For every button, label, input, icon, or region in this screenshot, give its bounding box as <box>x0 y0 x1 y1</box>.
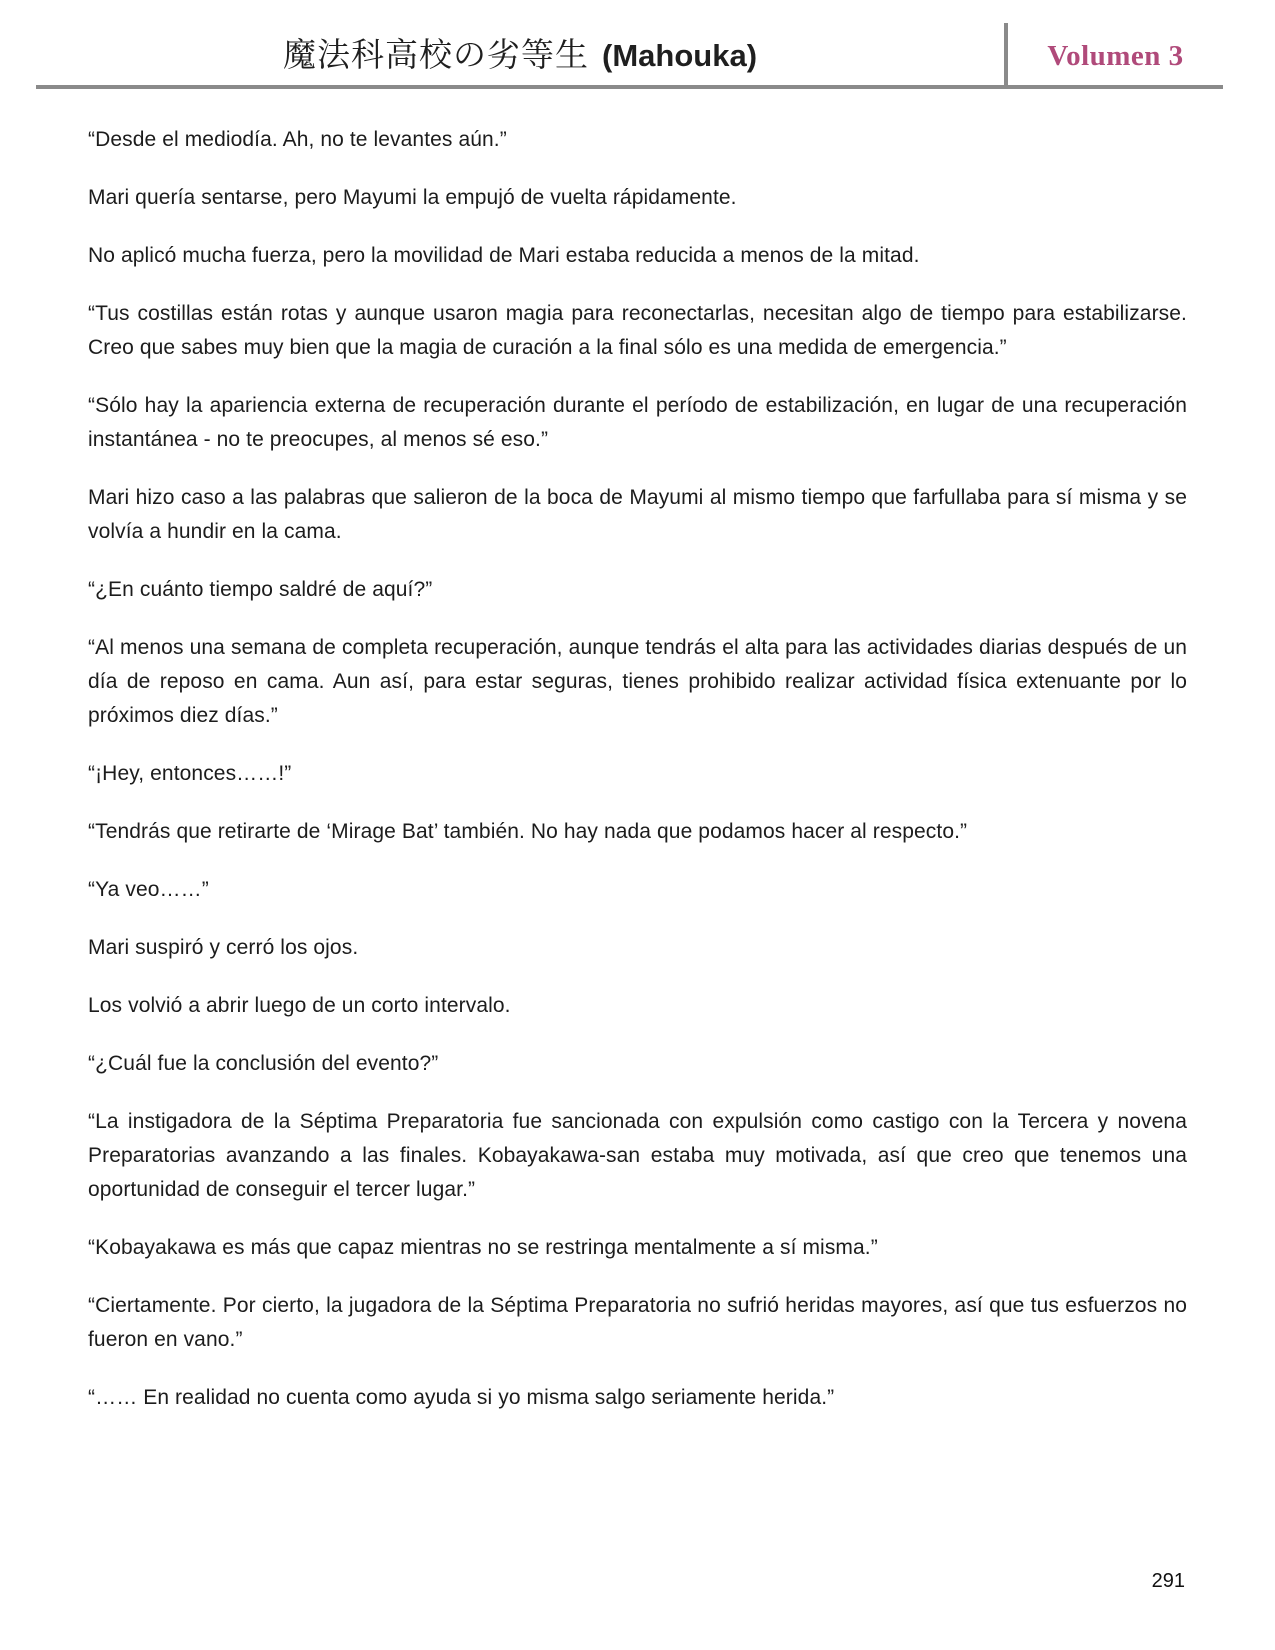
paragraph: “Tendrás que retirarte de ‘Mirage Bat’ también. No hay nada que podamos hacer al respecto.” <box>88 820 968 843</box>
paragraph: “Sólo hay la apariencia externa de recuperación durante el período de estabilización, en lugar de una recuperación instantánea - no te preocupes, al menos sé eso.” <box>88 394 1187 451</box>
volume-label: Volumen 3 <box>1047 40 1184 72</box>
paragraph: “Al menos una semana de completa recuperación, aunque tendrás el alta para las actividades diarias después de un día de reposo en cama. Aun así, para estar seguras, tienes prohibido realizar actividad física extenuante por lo próximos diez días.” <box>88 636 1187 727</box>
paragraph: “¿Cuál fue la conclusión del evento?” <box>88 1052 439 1075</box>
paragraph: “…… En realidad no cuenta como ayuda si yo misma salgo seriamente herida.” <box>88 1386 835 1409</box>
paragraph: Mari quería sentarse, pero Mayumi la empujó de vuelta rápidamente. <box>88 186 737 209</box>
paragraph: “Kobayakawa es más que capaz mientras no se restringa mentalmente a sí misma.” <box>88 1236 878 1259</box>
volume-cell <box>1008 40 1223 85</box>
novel-title <box>36 29 1004 85</box>
paragraph: “¿En cuánto tiempo saldré de aquí?” <box>88 578 433 601</box>
paragraph: “Ciertamente. Por cierto, la jugadora de la Séptima Preparatoria no sufrió heridas mayores, así que tus esfuerzos no fueron en vano.” <box>88 1294 1187 1351</box>
page-header <box>36 0 1223 89</box>
paragraph: “Ya veo……” <box>88 878 209 901</box>
novel-title-romaji <box>593 38 757 73</box>
page-number: 291 <box>1151 1570 1185 1592</box>
page-body <box>0 89 1275 1415</box>
paragraph: “¡Hey, entonces……!” <box>88 762 292 785</box>
novel-title-japanese: 魔法科高校の劣等生 <box>282 35 589 74</box>
paragraph: No aplicó mucha fuerza, pero la movilidad de Mari estaba reducida a menos de la mitad. <box>88 244 920 267</box>
novel-title-romaji-text: (Mahouka) <box>602 38 758 73</box>
paragraph: “Desde el mediodía. Ah, no te levantes aún.” <box>88 128 507 151</box>
paragraph: Mari suspiró y cerró los ojos. <box>88 936 359 959</box>
paragraph: Mari hizo caso a las palabras que salieron de la boca de Mayumi al mismo tiempo que farfullaba para sí misma y se volvía a hundir en la cama. <box>88 486 1187 543</box>
paragraph: Los volvió a abrir luego de un corto intervalo. <box>88 994 511 1017</box>
paragraph: “Tus costillas están rotas y aunque usaron magia para reconectarlas, necesitan algo de tiempo para estabilizarse. Creo que sabes muy bien que la magia de curación a la final sólo es una medida de emergencia.” <box>88 302 1187 359</box>
paragraph: “La instigadora de la Séptima Preparatoria fue sancionada con expulsión como castigo con la Tercera y novena Preparatorias avanzando a las finales. Kobayakawa-san estaba muy motivada, así que creo que tenemos una oportunidad de conseguir el tercer lugar.” <box>88 1110 1187 1201</box>
